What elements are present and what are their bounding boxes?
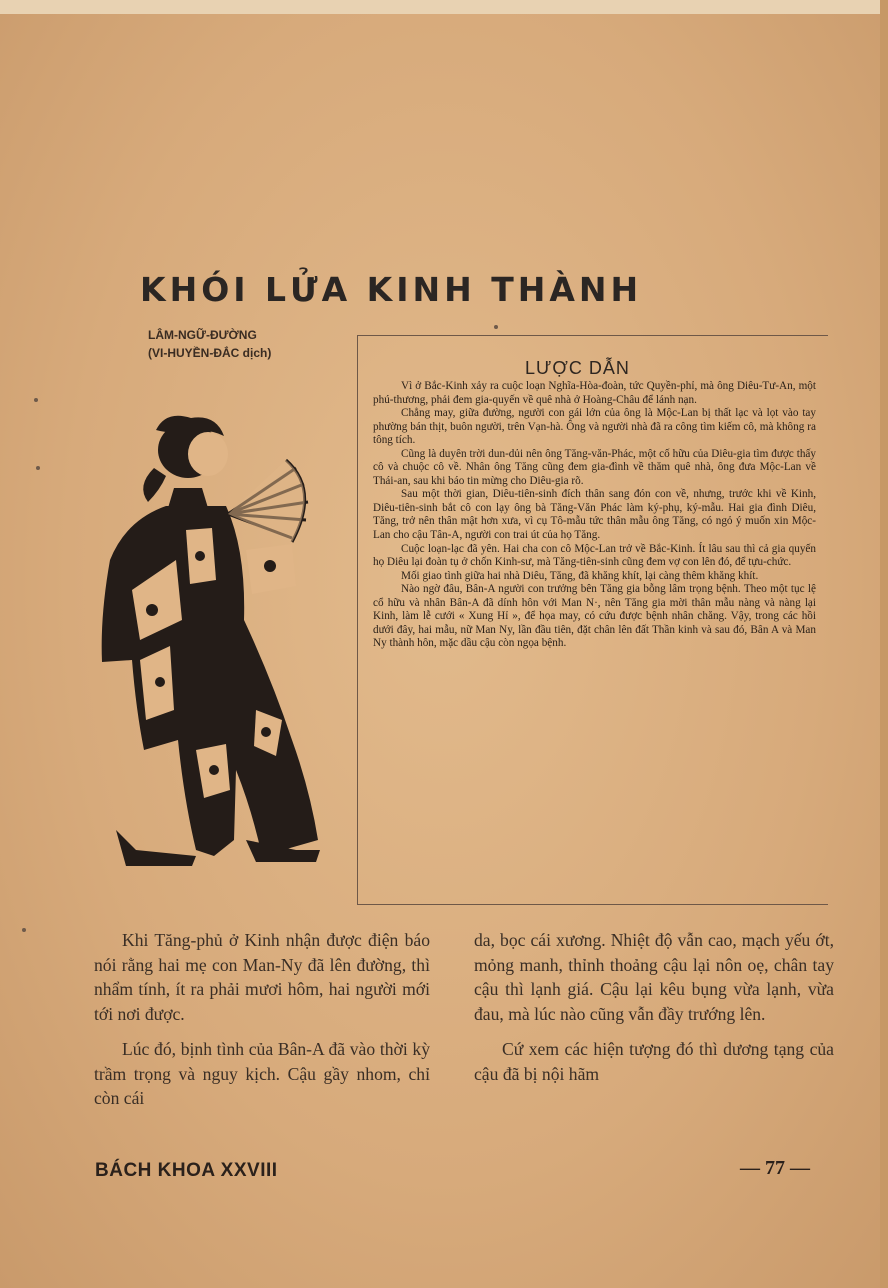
page-speck	[494, 325, 498, 329]
body-paragraph: da, bọc cái xương. Nhiệt độ vẫn cao, mạch yếu ớt, mỏng manh, thỉnh thoảng cậu lại nôn oẹ, chân tay cậu thì lạnh giá. Cậu lại kêu bụng vừa lạnh, vừa đau, mà lúc nào cũng vẫn đầy trướng lên.	[474, 930, 834, 1024]
body-paragraph: Khi Tăng-phủ ở Kinh nhận được điện báo nói rằng hai mẹ con Man-Ny đã lên đường, thì nhẩm tính, ít ra phải mươi hôm, hai người mới tới nơi được.	[94, 930, 430, 1024]
summary-paragraph: Sau một thời gian, Diêu-tiên-sinh đích thân sang đón con về, nhưng, trước khi về Kinh, Diêu-tiên-sinh bắt cô con lạy ông bà Tăng-Văn Phác làm ký-phụ, ký-mẫu. Hai gia đình Diêu, Tăng, trở nên thân mật hơn xưa, vì cụ Tô-mẫu tức thân mẫu ông Tăng, có ngỏ ý muốn xin Mộc-Lan cho cậu Tân-A, người con trai út của họ Tăng.	[373, 488, 816, 542]
magazine-name: BÁCH KHOA XXVIII	[95, 1160, 278, 1181]
summary-paragraph: Nào ngờ đâu, Bân-A người con trưởng bên Tăng gia bỗng lâm trọng bệnh. Theo một tục lệ cổ hữu và nhân Bân-A đã dính hôn với Man N·, nên Tăng gia mời thân mẫu nàng và nàng lại Kinh, làm lễ cưới « Xung Hỉ », để họa may, có cứu được bệnh nhân chăng. Vậy, trong các hồi dưới đây, hai mẫu, nữ Man Ny, lần đầu tiên, đặt chân lên đất Thần kinh và sau đó, Bân A và Man Ny thành hôn, mặc dầu cậu còn ngọa bệnh.	[373, 583, 816, 650]
body-paragraph: Lúc đó, bịnh tình của Bân-A đã vào thời kỳ trầm trọng và nguy kịch. Cậu gầy nhom, chỉ còn cái	[94, 1039, 430, 1108]
article-title: KHÓI LỬA KINH THÀNH	[140, 270, 643, 309]
woman-with-fan-illustration	[96, 410, 328, 870]
body-column-left	[94, 928, 430, 1122]
page-right-edge	[880, 0, 888, 1288]
summary-paragraph: Vì ở Bắc-Kinh xảy ra cuộc loạn Nghĩa-Hòa-đoàn, tức Quyền-phỉ, mà ông Diêu-Tư-An, một phú-thương, phải đem gia-quyến về quê nhà ở Hoàng-Châu để lánh nạn.	[373, 380, 816, 406]
page-speck	[34, 398, 38, 402]
summary-paragraph: Cũng là duyên trời dun-dủi nên ông Tăng-văn-Phác, một cố hữu của Diêu-gia tìm được thấy cô và chuộc cô về. Nhân ông Tăng cũng đem gia-đình về thăm quê nhà, ông đưa Mộc-Lan về Thái-an, sau khi báo tin mừng cho Diêu-gia rõ.	[373, 447, 816, 487]
body-column-right	[474, 928, 834, 1097]
summary-paragraph: Mối giao tình giữa hai nhà Diêu, Tăng, đã khăng khít, lại càng thêm khăng khít.	[401, 569, 759, 582]
summary-heading: LƯỢC DẪN	[525, 358, 630, 378]
summary-paragraph: Chẳng may, giữa đường, người con gái lớn của ông là Mộc-Lan bị thất lạc và lọt vào tay phường bán thịt, buôn người, trên Vạn-hà. Ông và người nhà đã ra công tìm kiếm cô, mà không ra tông tích.	[373, 407, 816, 447]
summary-text	[373, 380, 816, 651]
page-number: — 77 —	[740, 1157, 810, 1179]
body-paragraph: Cứ xem các hiện tượng đó thì dương tạng của cậu đã bị nội hãm	[474, 1039, 834, 1084]
author-block	[148, 326, 271, 362]
page-speck	[36, 466, 40, 470]
translator-credit: (VI-HUYỀN-ĐẮC dịch)	[148, 346, 272, 360]
summary-paragraph: Cuộc loạn-lạc đã yên. Hai cha con cô Mộc-Lan trở về Bắc-Kinh. Ít lâu sau thì cả gia quyến họ Diêu lại đoàn tụ ở chốn Kinh-sư, mà Tăng-tiên-sinh cũng đem vợ con lên đó, để tựu-chức.	[373, 542, 816, 569]
page-speck	[22, 928, 26, 932]
author-name: LÂM-NGỮ-ĐƯỜNG	[148, 328, 257, 342]
page-top-edge	[0, 0, 888, 14]
